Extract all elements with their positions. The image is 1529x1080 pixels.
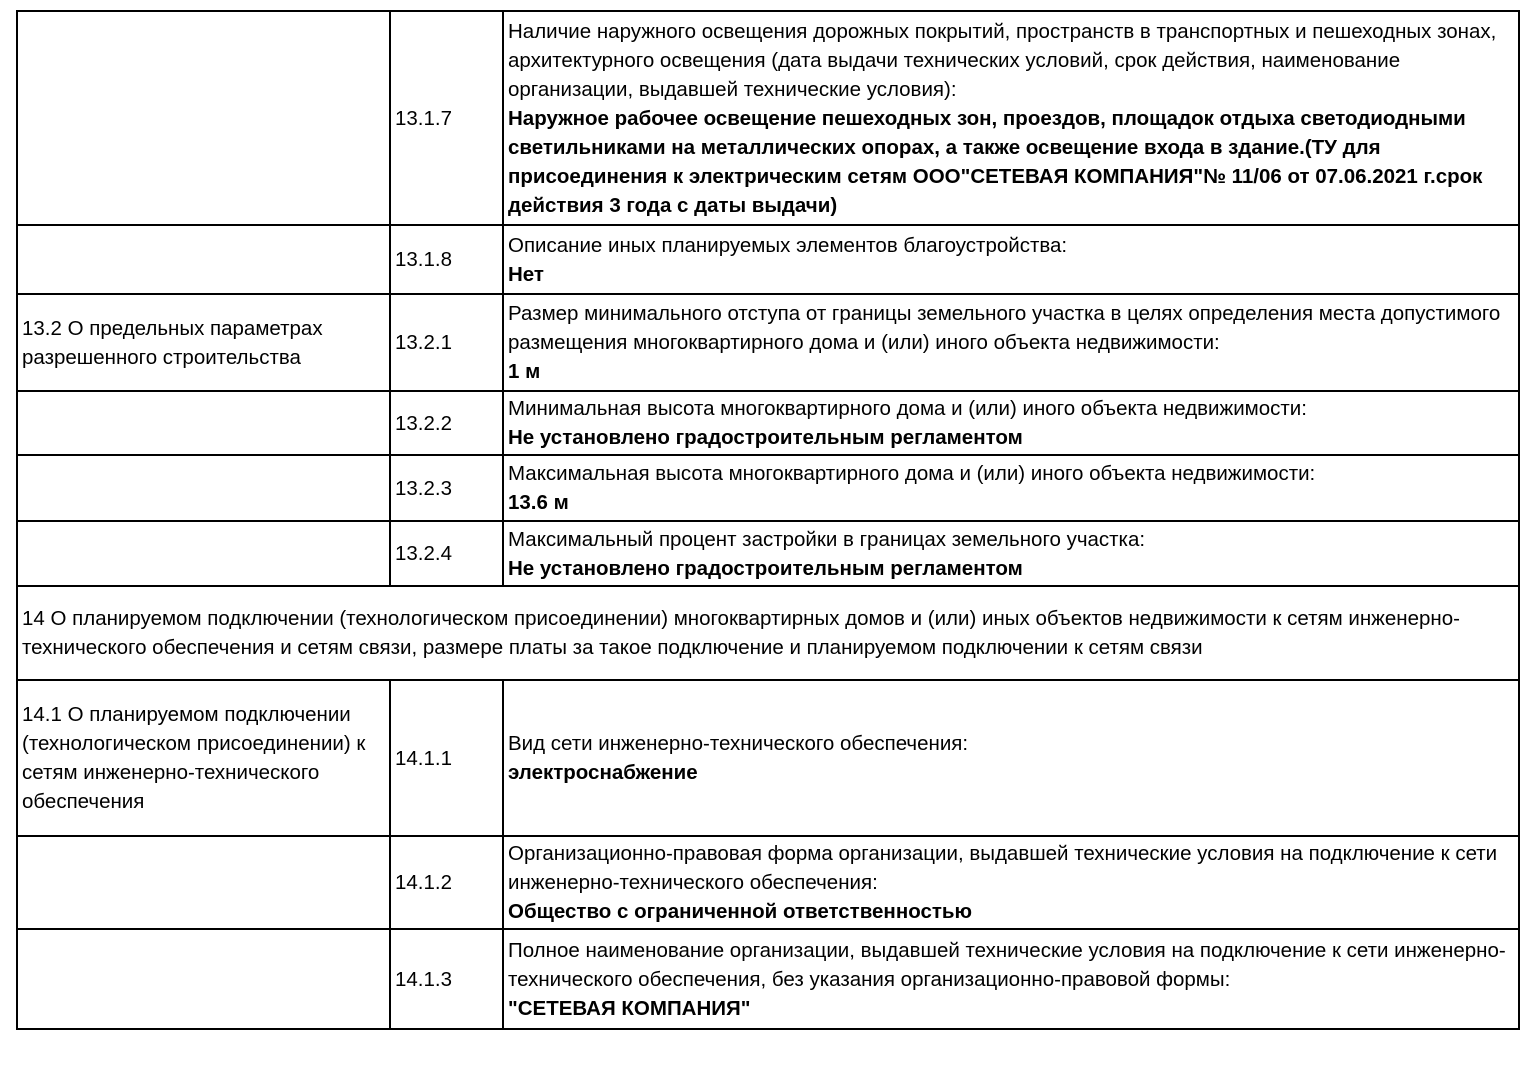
content-cell: [503, 836, 1519, 929]
code-cell: 13.1.8: [390, 225, 503, 294]
question-text: Минимальная высота многоквартирного дома и (или) иного объекта недвижимости:: [508, 397, 1307, 420]
section-cell: 13.2 О предельных параметрах разрешенного строительства: [17, 294, 390, 391]
section-cell: [17, 521, 390, 586]
table-row-13.2.4: [17, 521, 1519, 586]
code-cell: 13.2.2: [390, 391, 503, 455]
answer-text: Общество с ограниченной ответственностью: [508, 900, 973, 923]
code-cell: 13.2.1: [390, 294, 503, 391]
code-cell: 14.1.3: [390, 929, 503, 1029]
answer-text: Нет: [508, 262, 544, 286]
section-header-row: [17, 586, 1519, 680]
content-cell: [503, 929, 1519, 1029]
table-row-13.2.3: [17, 455, 1519, 521]
section-cell: [17, 836, 390, 929]
answer-text: Не установлено градостроительным регламентом: [508, 556, 1023, 580]
question-text: Наличие наружного освещения дорожных покрытий, пространств в транспортных и пешеходных зонах, архитектурного освещения (дата выдачи технических условий, срок действия, наименование организации, выдавшей технические условия):: [508, 19, 1497, 101]
section-cell: 14.1 О планируемом подключении (технологическом присоединении) к сетям инженерно-технического обеспечения: [17, 680, 390, 836]
content-cell: [503, 225, 1519, 294]
section-cell: [17, 455, 390, 521]
content-cell: [503, 391, 1519, 455]
answer-text: электроснабжение: [508, 761, 698, 784]
content-cell: [503, 11, 1519, 225]
content-cell: [503, 455, 1519, 521]
code-cell: 14.1.1: [390, 680, 503, 836]
answer-text: 1 м: [508, 360, 541, 383]
question-text: Вид сети инженерно-технического обеспечения:: [508, 732, 969, 755]
section-cell: [17, 391, 390, 455]
code-cell: 13.2.3: [390, 455, 503, 521]
section-cell: [17, 225, 390, 294]
question-text: Описание иных планируемых элементов благоустройства:: [508, 233, 1068, 257]
answer-text: Не установлено градостроительным регламентом: [508, 426, 1023, 449]
table-row-13.1.8: [17, 225, 1519, 294]
code-cell: 14.1.2: [390, 836, 503, 929]
table-row-13.1.7: [17, 11, 1519, 225]
table-row-14.1.2: [17, 836, 1519, 929]
question-text: Полное наименование организации, выдавшей технические условия на подключение к сети инженерно-технического обеспечения, без указания организационно-правовой формы:: [508, 938, 1506, 991]
section-cell: [17, 11, 390, 225]
project-declaration-table: [16, 10, 1520, 1030]
question-text: Организационно-правовая форма организации, выдавшей технические условия на подключение к сети инженерно-технического обеспечения:: [508, 842, 1498, 894]
code-cell: 13.1.7: [390, 11, 503, 225]
answer-text: "СЕТЕВАЯ КОМПАНИЯ": [508, 996, 751, 1020]
table-row-14.1.3: [17, 929, 1519, 1029]
question-text: Максимальная высота многоквартирного дома и (или) иного объекта недвижимости:: [508, 462, 1316, 485]
table-row-14.1.1: [17, 680, 1519, 836]
table-row-13.2.1: [17, 294, 1519, 391]
code-cell: 13.2.4: [390, 521, 503, 586]
section-header-text: 14 О планируемом подключении (технологическом присоединении) многоквартирных домов и (или) иных объектов недвижимости к сетям инженерно-технического обеспечения и сетям связи, размере платы за такое подключение и планируемом подключении к сетям связи: [17, 586, 1519, 680]
question-text: Максимальный процент застройки в границах земельного участка:: [508, 527, 1146, 551]
answer-text: Наружное рабочее освещение пешеходных зон, проездов, площадок отдыха светодиодными светильниками на металлических опорах, а также освещение входа в здание.(ТУ для присоединения к электрическим сетям ООО"СЕТЕВАЯ КОМПАНИЯ"№ 11/06 от 07.06.2021 г.срок действия 3 года с даты выдачи): [508, 106, 1483, 217]
content-cell: [503, 680, 1519, 836]
answer-text: 13.6 м: [508, 491, 569, 514]
content-cell: [503, 521, 1519, 586]
table-body: [17, 11, 1519, 1029]
section-cell: [17, 929, 390, 1029]
question-text: Размер минимального отступа от границы земельного участка в целях определения места допустимого размещения многоквартирного дома и (или) иного объекта недвижимости:: [508, 302, 1501, 354]
content-cell: [503, 294, 1519, 391]
table-row-13.2.2: [17, 391, 1519, 455]
